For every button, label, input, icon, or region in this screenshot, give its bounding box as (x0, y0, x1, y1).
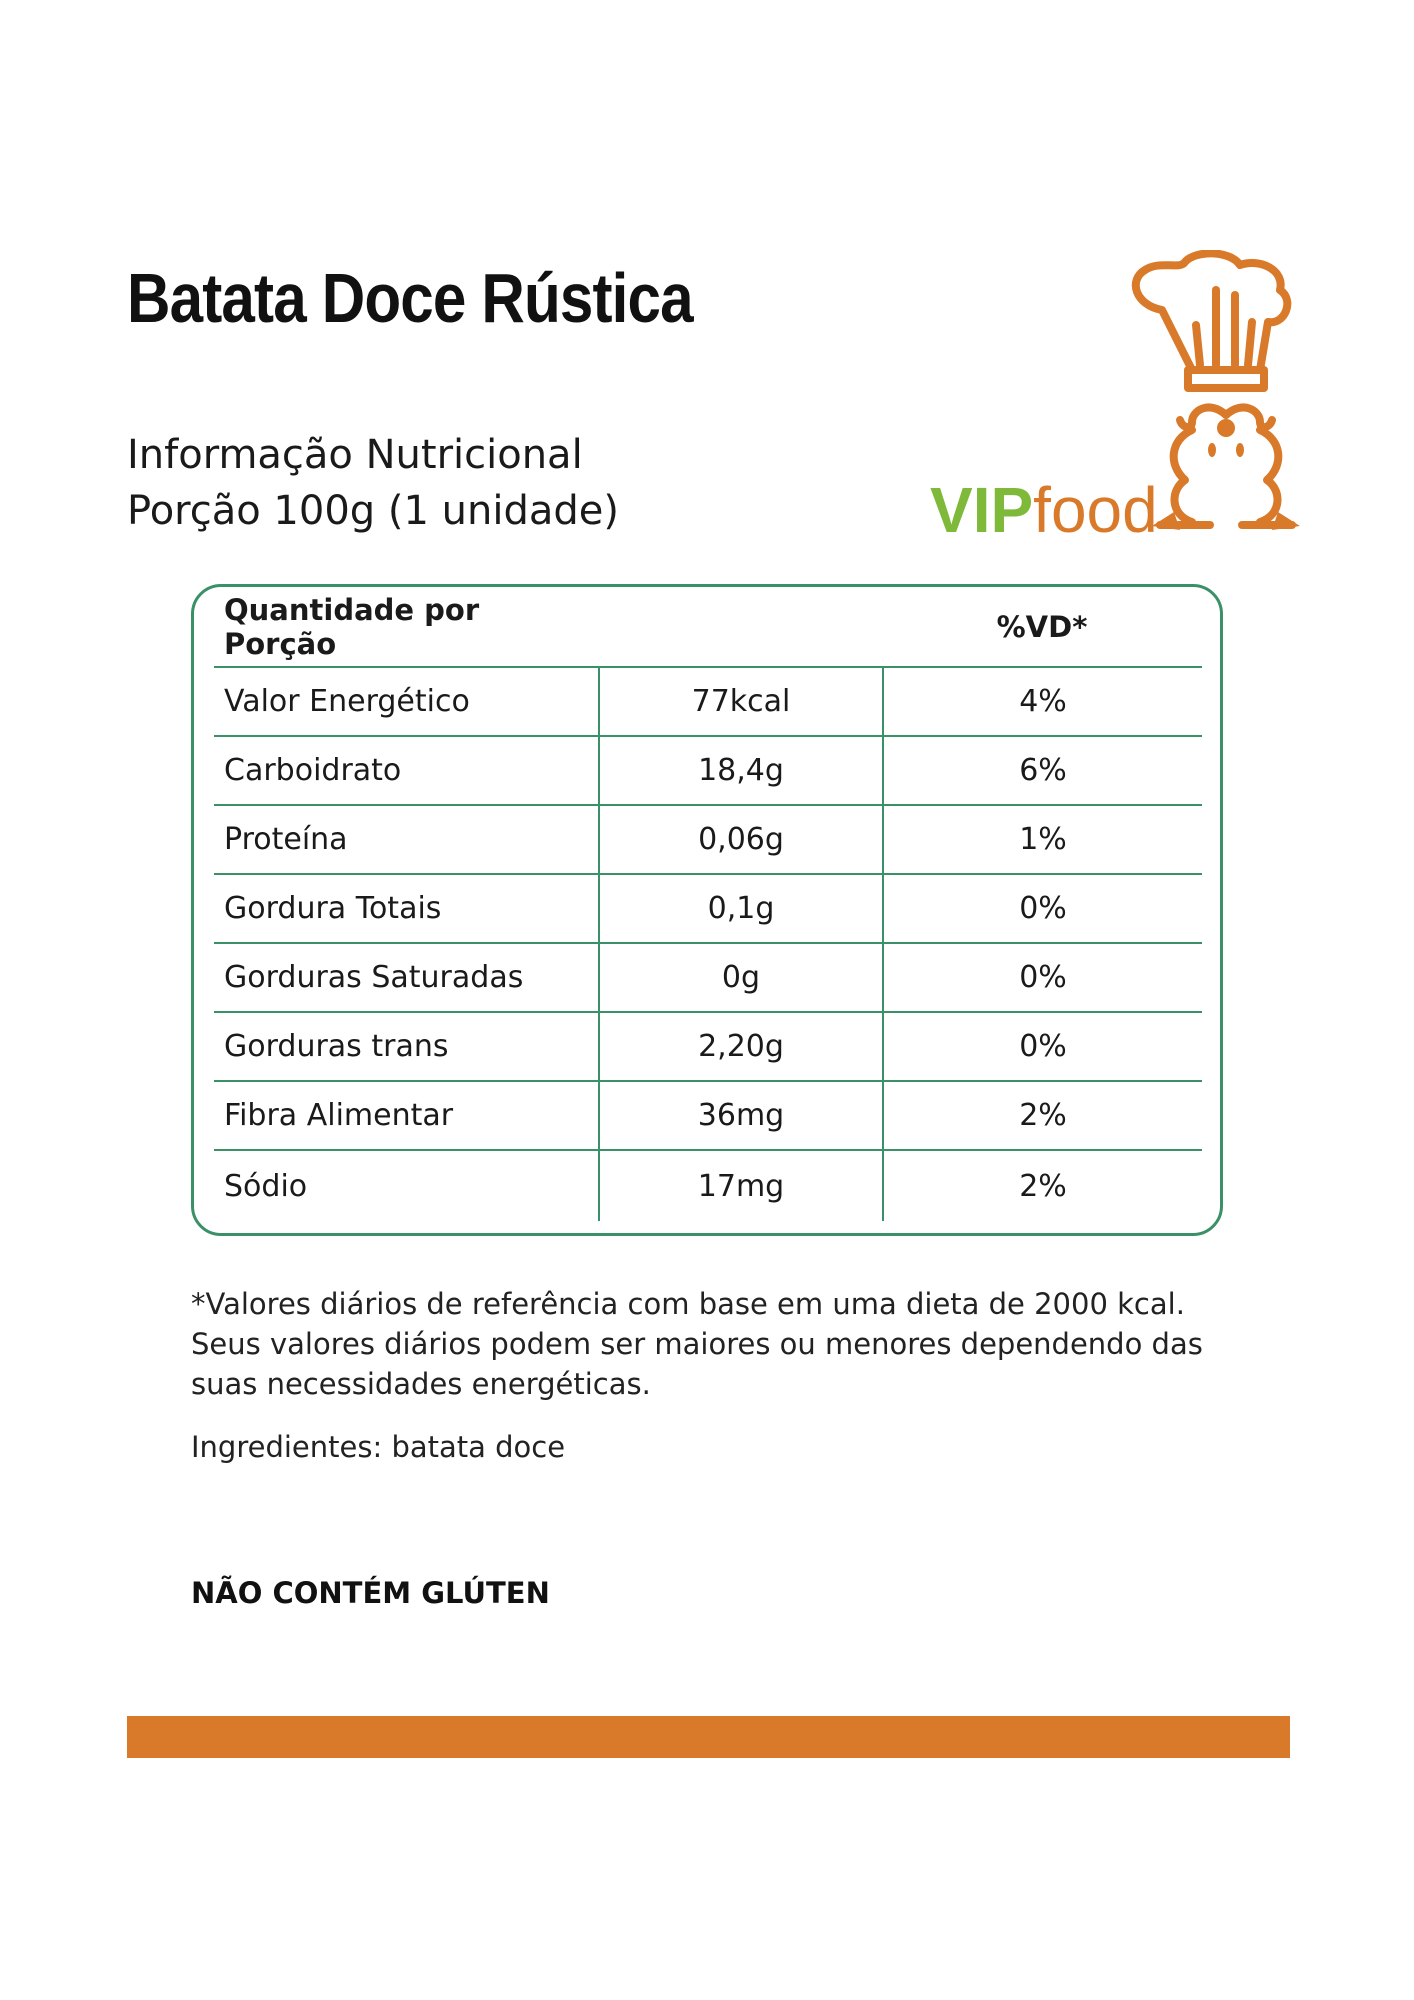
header-vd: %VD* (996, 609, 1088, 644)
header-amount (598, 587, 882, 666)
table-row (214, 1151, 1202, 1221)
nutrient-name: Fibra Alimentar (224, 1098, 454, 1133)
daily-values-footnote: *Valores diários de referência com base em uma dieta de 2000 kcal. Seus valores diários podem ser maiores ou menores dependendo das suas necessidades energéticas. (191, 1287, 1203, 1401)
table-row (214, 1013, 1202, 1082)
table-row (214, 1082, 1202, 1151)
footer-accent-bar (127, 1716, 1290, 1758)
header-quantity: Quantidade por Porção (224, 592, 480, 661)
portion-size-text: Porção 100g (1 unidade) (127, 488, 619, 534)
product-title: Batata Doce Rústica (127, 259, 693, 337)
nutrient-vd: 1% (882, 806, 1202, 873)
nutrient-name: Gorduras trans (224, 1029, 449, 1064)
nutrition-table (191, 584, 1223, 1236)
nutrient-vd: 4% (882, 668, 1202, 735)
nutrient-amount: 0,06g (598, 806, 882, 873)
nutrient-amount: 0g (598, 944, 882, 1011)
ingredients-text: Ingredientes: batata doce (191, 1430, 566, 1464)
brand-food-text: food (1033, 474, 1158, 546)
nutrient-amount: 18,4g (598, 737, 882, 804)
nutrient-amount: 0,1g (598, 875, 882, 942)
nutrient-vd: 2% (882, 1151, 1202, 1221)
table-row (214, 806, 1202, 875)
nutrient-name: Gorduras Saturadas (224, 960, 524, 995)
nutrient-vd: 0% (882, 875, 1202, 942)
nutrition-info-heading: Informação Nutricional (127, 432, 583, 478)
nutrient-amount: 17mg (598, 1151, 882, 1221)
table-row (214, 668, 1202, 737)
table-row (214, 737, 1202, 806)
nutrient-vd: 2% (882, 1082, 1202, 1149)
nutrient-name: Carboidrato (224, 753, 402, 788)
table-row (214, 944, 1202, 1013)
nutrient-vd: 0% (882, 1013, 1202, 1080)
gluten-free-notice: NÃO CONTÉM GLÚTEN (191, 1576, 550, 1610)
nutrient-name: Sódio (224, 1168, 308, 1204)
vipfood-logo (930, 250, 1300, 546)
nutrient-name: Proteína (224, 822, 348, 857)
table-row (214, 875, 1202, 944)
nutrient-vd: 0% (882, 944, 1202, 1011)
nutrient-name: Valor Energético (224, 684, 470, 719)
nutrient-vd: 6% (882, 737, 1202, 804)
nutrient-amount: 2,20g (598, 1013, 882, 1080)
brand-wordmark (930, 474, 1158, 546)
nutrient-amount: 77kcal (598, 668, 882, 735)
nutrient-name: Gordura Totais (224, 891, 442, 926)
nutrient-amount: 36mg (598, 1082, 882, 1149)
brand-vip-text: VIP (930, 474, 1034, 546)
table-header-row (214, 587, 1202, 668)
